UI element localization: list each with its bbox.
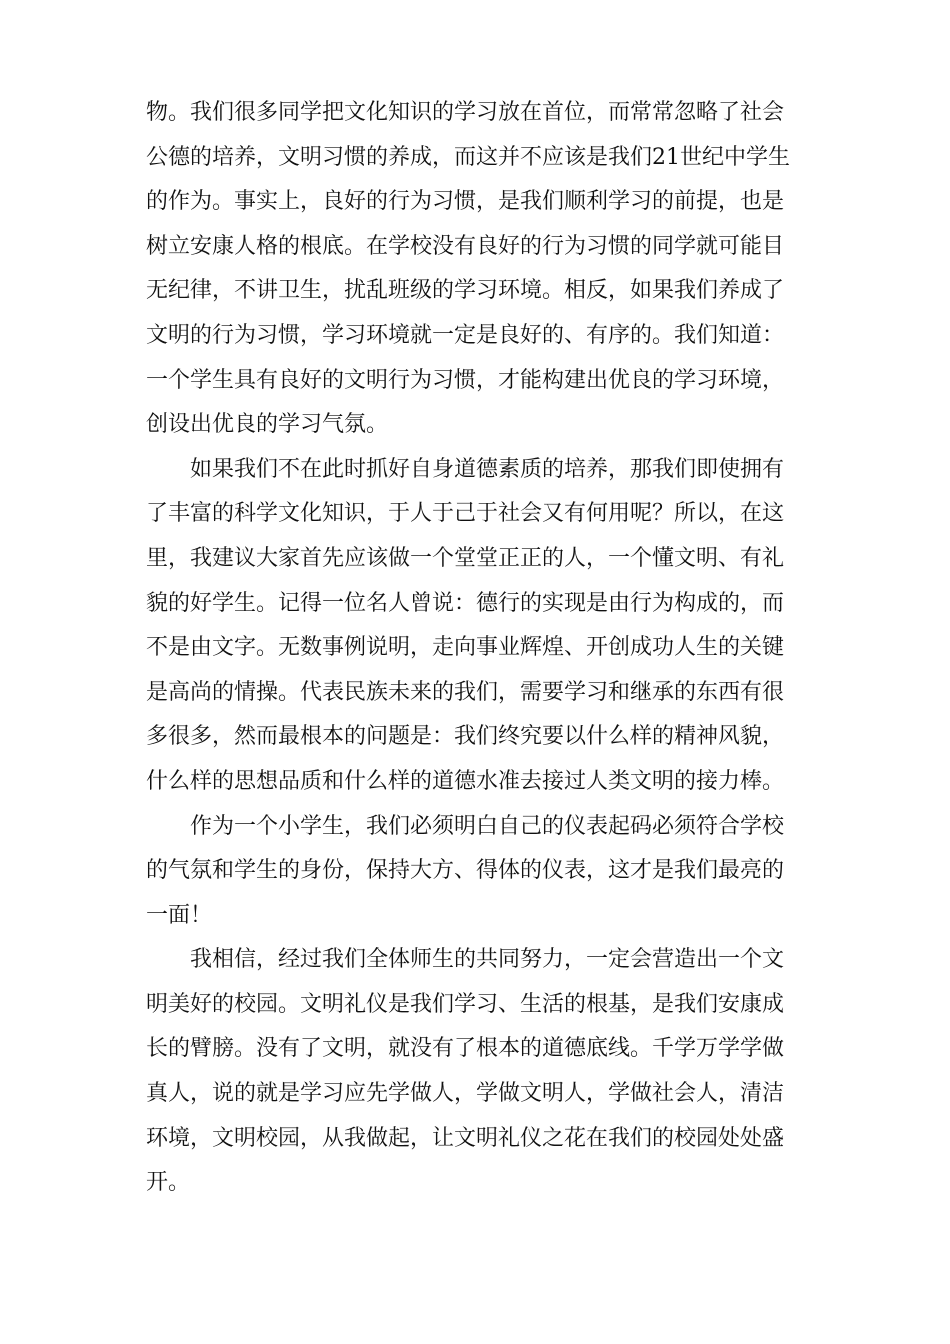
text-line: 是高尚的情操。代表民族未来的我们，需要学习和继承的东西有很: [146, 679, 785, 705]
paragraph-3: [146, 805, 806, 939]
text-line: 公德的培养，文明习惯的养成，而这并不应该是我们21世纪中学生: [146, 144, 790, 170]
text-line: 的气氛和学生的身份，保持大方、得体的仪表，这才是我们最亮的: [146, 858, 785, 884]
text-line: 了丰富的科学文化知识，于人于己于社会又有何用呢？所以，在这: [146, 501, 785, 527]
text-line: 的作为。事实上，良好的行为习惯，是我们顺利学习的前提，也是: [146, 189, 785, 215]
text-line: 貌的好学生。记得一位名人曾说：德行的实现是由行为构成的，而: [146, 590, 785, 616]
text-line: 环境，文明校园，从我做起，让文明礼仪之花在我们的校园处处盛: [146, 1125, 785, 1151]
paragraph-4: [146, 938, 806, 1206]
text-line: 不是由文字。无数事例说明，走向事业辉煌、开创成功人生的关键: [146, 635, 785, 661]
text-line: 如果我们不在此时抓好自身道德素质的培养，那我们即使拥有: [190, 456, 785, 482]
paragraph-2: [146, 448, 806, 805]
text-line: 里，我建议大家首先应该做一个堂堂正正的人，一个懂文明、有礼: [146, 545, 785, 571]
text-line: 真人，说的就是学习应先学做人，学做文明人，学做社会人，清洁: [146, 1081, 785, 1107]
text-line: 创设出优良的学习气氛。: [146, 412, 389, 438]
text-line: 一面！: [146, 902, 213, 928]
text-line: 作为一个小学生，我们必须明白自己的仪表起码必须符合学校: [190, 813, 785, 839]
text-line: 什么样的思想品质和什么样的道德水准去接过人类文明的接力棒。: [146, 768, 785, 794]
document-page: [146, 91, 806, 1206]
text-line: 我相信，经过我们全体师生的共同努力，一定会营造出一个文: [190, 947, 785, 973]
text-line: 文明的行为习惯，学习环境就一定是良好的、有序的。我们知道：: [146, 322, 785, 348]
text-line: 一个学生具有良好的文明行为习惯，才能构建出优良的学习环境，: [146, 367, 785, 393]
text-line: 多很多，然而最根本的问题是：我们终究要以什么样的精神风貌，: [146, 724, 785, 750]
text-line: 明美好的校园。文明礼仪是我们学习、生活的根基，是我们安康成: [146, 991, 785, 1017]
text-line: 树立安康人格的根底。在学校没有良好的行为习惯的同学就可能目: [146, 233, 785, 259]
text-line: 长的臂膀。没有了文明，就没有了根本的道德底线。千学万学学做: [146, 1036, 785, 1062]
text-line: 无纪律，不讲卫生，扰乱班级的学习环境。相反，如果我们养成了: [146, 278, 785, 304]
paragraph-1: [146, 91, 806, 448]
text-line: 物。我们很多同学把文化知识的学习放在首位，而常常忽略了社会: [146, 100, 785, 125]
text-line: 开。: [146, 1170, 191, 1196]
